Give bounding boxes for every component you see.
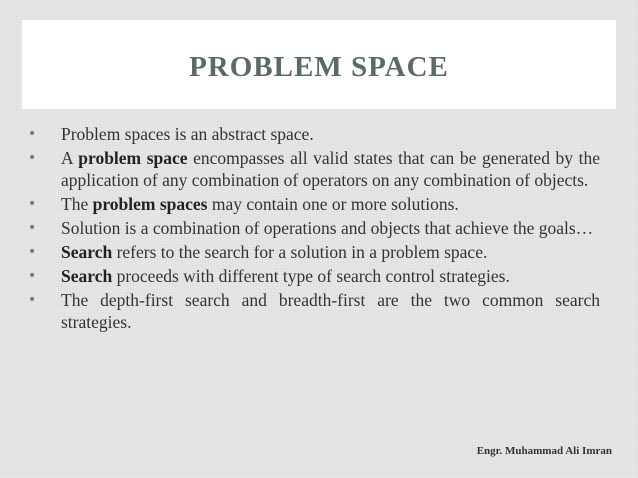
bullet-icon: • xyxy=(28,126,37,142)
bullet-text: Problem spaces is an abstract space. xyxy=(61,124,314,144)
bullet-item xyxy=(26,217,600,239)
bullet-emphasis: problem spaces xyxy=(92,194,208,214)
bullet-text: The depth-first search and breadth-first are the two common search strategies. xyxy=(61,290,600,332)
bullet-text: The xyxy=(61,194,93,214)
bullet-text: may contain one or more solutions. xyxy=(207,194,459,214)
bullet-emphasis: Search xyxy=(61,266,113,286)
bullet-item xyxy=(26,147,600,191)
bullet-item xyxy=(26,289,600,333)
bullet-item xyxy=(26,123,600,145)
bullet-text: proceeds with different type of search control strategies. xyxy=(112,266,510,286)
bullet-emphasis: problem space xyxy=(78,148,188,168)
bullet-text: encompasses all valid states that can be generated by the application of any combination of operators on any combination of objects. xyxy=(61,148,600,190)
bullet-icon: • xyxy=(28,220,37,236)
bullet-icon: • xyxy=(28,244,37,260)
bullet-text: Solution is a combination of operations and objects that achieve the goals… xyxy=(61,218,594,238)
title-box xyxy=(22,20,616,109)
bullet-icon: • xyxy=(28,150,37,166)
bullet-text: refers to the search for a solution in a problem space. xyxy=(112,242,488,262)
bullet-icon: • xyxy=(28,268,37,284)
bullet-icon: • xyxy=(28,196,37,212)
bullet-icon: • xyxy=(28,292,37,308)
bullet-item xyxy=(26,193,600,215)
bullet-item xyxy=(26,241,600,263)
bullet-text: A xyxy=(61,148,79,168)
author-footer: Engr. Muhammad Ali Imran xyxy=(476,445,612,457)
slide-title: PROBLEM SPACE xyxy=(189,51,449,83)
bullet-item xyxy=(26,265,600,287)
bullet-list xyxy=(26,123,600,335)
bullet-emphasis: Search xyxy=(61,242,113,262)
